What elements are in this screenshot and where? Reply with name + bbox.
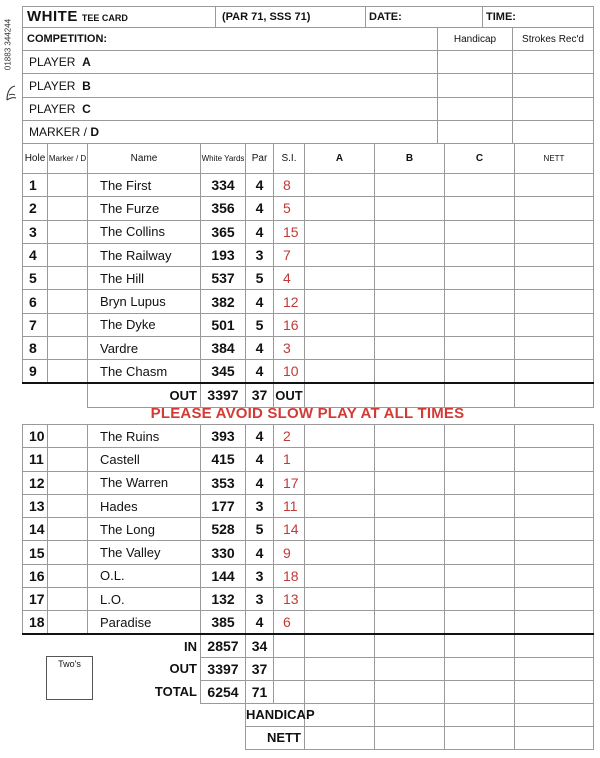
marker-score-cell[interactable]: [48, 611, 88, 634]
nett-score-cell[interactable]: [515, 611, 594, 634]
hole-stroke-index: 6: [274, 611, 305, 634]
marker-score-cell[interactable]: [48, 290, 88, 313]
in-yards: 2857: [201, 634, 246, 657]
player-b-score-cell[interactable]: [375, 337, 445, 360]
hole-par: 3: [246, 564, 274, 587]
hole-number: 11: [23, 448, 48, 471]
out-total-par: 37: [246, 657, 274, 680]
marker-score-cell[interactable]: [48, 518, 88, 541]
out-score-b[interactable]: [375, 383, 445, 407]
hole-row: [23, 494, 594, 517]
in-row: [23, 634, 594, 657]
nett-score-cell[interactable]: [515, 425, 594, 448]
hole-par: 3: [246, 243, 274, 266]
player-a-score-cell[interactable]: [305, 174, 375, 197]
hole-stroke-index: 10: [274, 360, 305, 383]
hole-name: The Hill: [88, 267, 201, 290]
player-section: [22, 27, 594, 144]
hole-par: 3: [246, 494, 274, 517]
out-total-a[interactable]: [305, 657, 375, 680]
hole-name: The Chasm: [88, 360, 201, 383]
hole-name: The Collins: [88, 220, 201, 243]
hole-stroke-index: 16: [274, 313, 305, 336]
hole-name: The First: [88, 174, 201, 197]
hole-yards: 393: [201, 425, 246, 448]
hole-number: 17: [23, 588, 48, 611]
hole-stroke-index: 11: [274, 494, 305, 517]
hole-name: The Furze: [88, 197, 201, 220]
marker-score-cell[interactable]: [48, 541, 88, 564]
player-b-score-cell[interactable]: [375, 313, 445, 336]
nett-score-cell[interactable]: [515, 174, 594, 197]
hole-par: 4: [246, 174, 274, 197]
player-c-score-cell[interactable]: [445, 541, 515, 564]
hole-par: 5: [246, 313, 274, 336]
marker-strokes[interactable]: [513, 121, 594, 144]
hole-par: 4: [246, 448, 274, 471]
player-a-handicap[interactable]: [438, 51, 513, 74]
in-score-c[interactable]: [445, 634, 515, 657]
column-header-row: [23, 144, 594, 174]
hole-number: 1: [23, 174, 48, 197]
nett-score-cell[interactable]: [515, 220, 594, 243]
hole-number: 14: [23, 518, 48, 541]
hole-row: [23, 220, 594, 243]
player-c-score-cell[interactable]: [445, 290, 515, 313]
hole-stroke-index: 15: [274, 220, 305, 243]
hole-name: The Warren: [88, 471, 201, 494]
hole-stroke-index: 2: [274, 425, 305, 448]
hole-par: 4: [246, 360, 274, 383]
hole-row: [23, 267, 594, 290]
hole-yards: 365: [201, 220, 246, 243]
col-player-c: C: [445, 144, 515, 174]
nett-label: NETT: [246, 726, 305, 749]
strokes-received-header: Strokes Rec'd: [513, 28, 594, 51]
nett-score-cell[interactable]: [515, 360, 594, 383]
hole-yards: 330: [201, 541, 246, 564]
handicap-header: Handicap: [438, 28, 513, 51]
in-score-a[interactable]: [305, 634, 375, 657]
hole-stroke-index: 7: [274, 243, 305, 266]
player-c-score-cell[interactable]: [445, 220, 515, 243]
hole-name: Paradise: [88, 611, 201, 634]
out-score-nett[interactable]: [515, 383, 594, 407]
hole-par: 4: [246, 541, 274, 564]
hole-number: 18: [23, 611, 48, 634]
hole-row: [23, 448, 594, 471]
time-field[interactable]: TIME:: [483, 7, 594, 28]
col-player-b: B: [375, 144, 445, 174]
player-b-score-cell[interactable]: [375, 174, 445, 197]
player-b-score-cell[interactable]: [375, 611, 445, 634]
player-a-score-cell[interactable]: [305, 611, 375, 634]
card-header: [22, 6, 594, 28]
handicap-c[interactable]: [445, 703, 515, 726]
out-score-c[interactable]: [445, 383, 515, 407]
player-c-score-cell[interactable]: [445, 564, 515, 587]
out-total-b[interactable]: [375, 657, 445, 680]
player-c-score-cell[interactable]: [445, 425, 515, 448]
hole-number: 2: [23, 197, 48, 220]
hole-par: 4: [246, 337, 274, 360]
marker-score-cell[interactable]: [48, 425, 88, 448]
player-a-score-cell[interactable]: [305, 564, 375, 587]
player-c-score-cell[interactable]: [445, 243, 515, 266]
hole-yards: 334: [201, 174, 246, 197]
handicap-a[interactable]: [305, 703, 375, 726]
player-c-strokes[interactable]: [513, 98, 594, 121]
player-b-score-cell[interactable]: [375, 360, 445, 383]
player-a-field[interactable]: PLAYER A: [23, 51, 438, 74]
hole-yards: 144: [201, 564, 246, 587]
hole-stroke-index: 8: [274, 174, 305, 197]
hole-name: Hades: [88, 494, 201, 517]
nett-score-cell[interactable]: [515, 290, 594, 313]
player-c-score-cell[interactable]: [445, 267, 515, 290]
marker-score-cell[interactable]: [48, 197, 88, 220]
hole-row: [23, 588, 594, 611]
player-a-score-cell[interactable]: [305, 243, 375, 266]
nett-row: [23, 726, 594, 749]
hole-stroke-index: 3: [274, 337, 305, 360]
player-b-score-cell[interactable]: [375, 425, 445, 448]
hole-yards: 353: [201, 471, 246, 494]
total-row: [23, 680, 594, 703]
hole-stroke-index: 9: [274, 541, 305, 564]
player-a-score-cell[interactable]: [305, 425, 375, 448]
hole-stroke-index: 12: [274, 290, 305, 313]
hole-par: 4: [246, 197, 274, 220]
player-b-handicap[interactable]: [438, 74, 513, 98]
player-a-score-cell[interactable]: [305, 267, 375, 290]
marker-score-cell[interactable]: [48, 267, 88, 290]
hole-yards: 501: [201, 313, 246, 336]
marker-score-cell[interactable]: [48, 588, 88, 611]
out-row: [23, 383, 594, 407]
player-b-score-cell[interactable]: [375, 494, 445, 517]
player-c-score-cell[interactable]: [445, 518, 515, 541]
col-name: Name: [88, 144, 201, 174]
hole-name: Castell: [88, 448, 201, 471]
in-label: IN: [88, 634, 201, 657]
hole-row: [23, 197, 594, 220]
marker-score-cell[interactable]: [48, 471, 88, 494]
player-a-strokes[interactable]: [513, 51, 594, 74]
out-yards: 3397: [201, 383, 246, 407]
player-b-score-cell[interactable]: [375, 518, 445, 541]
nett-c[interactable]: [445, 726, 515, 749]
front-nine-table: [22, 143, 594, 408]
player-a-score-cell[interactable]: [305, 337, 375, 360]
competition-field[interactable]: COMPETITION:: [23, 28, 438, 51]
twos-box[interactable]: [46, 656, 93, 700]
total-label: TOTAL: [154, 684, 197, 700]
marker-handicap[interactable]: [438, 121, 513, 144]
hole-yards: 384: [201, 337, 246, 360]
out-par: 37: [246, 383, 274, 407]
player-b-score-cell[interactable]: [375, 471, 445, 494]
hole-yards: 356: [201, 197, 246, 220]
marker-score-cell[interactable]: [48, 337, 88, 360]
hole-number: 7: [23, 313, 48, 336]
hole-yards: 132: [201, 588, 246, 611]
marker-score-cell[interactable]: [48, 220, 88, 243]
nett-a[interactable]: [305, 726, 375, 749]
nett-score-cell[interactable]: [515, 518, 594, 541]
player-b-score-cell[interactable]: [375, 588, 445, 611]
back-nine-table: [22, 424, 594, 750]
nett-score-cell[interactable]: [515, 243, 594, 266]
out-total-yards: 3397: [201, 657, 246, 680]
hole-par: 4: [246, 290, 274, 313]
hole-number: 5: [23, 267, 48, 290]
out-total-label: OUT: [169, 661, 197, 677]
nett-score-cell[interactable]: [515, 313, 594, 336]
marker-score-cell[interactable]: [48, 243, 88, 266]
nett-score-cell[interactable]: [515, 564, 594, 587]
player-c-score-cell[interactable]: [445, 313, 515, 336]
hole-row: [23, 313, 594, 336]
hole-stroke-index: 18: [274, 564, 305, 587]
col-hole: Hole: [23, 144, 48, 174]
player-a-score-cell[interactable]: [305, 541, 375, 564]
scorecard: [22, 6, 593, 754]
player-b-score-cell[interactable]: [375, 220, 445, 243]
player-c-score-cell[interactable]: [445, 174, 515, 197]
player-c-handicap[interactable]: [438, 98, 513, 121]
hole-par: 4: [246, 425, 274, 448]
out-total-row: [23, 657, 594, 680]
marker-field[interactable]: MARKER / D: [23, 121, 438, 144]
nett-score-cell[interactable]: [515, 197, 594, 220]
hole-yards: 345: [201, 360, 246, 383]
col-nett: NETT: [515, 144, 594, 174]
hole-number: 4: [23, 243, 48, 266]
hole-name: The Railway: [88, 243, 201, 266]
hole-name: The Long: [88, 518, 201, 541]
player-b-score-cell[interactable]: [375, 267, 445, 290]
marker-score-cell[interactable]: [48, 313, 88, 336]
hole-yards: 177: [201, 494, 246, 517]
player-a-score-cell[interactable]: [305, 471, 375, 494]
hole-number: 10: [23, 425, 48, 448]
twos-label: Two's: [58, 659, 81, 669]
player-c-score-cell[interactable]: [445, 448, 515, 471]
col-player-a: A: [305, 144, 375, 174]
marker-score-cell[interactable]: [48, 174, 88, 197]
player-c-field[interactable]: PLAYER C: [23, 98, 438, 121]
hole-row: [23, 425, 594, 448]
hole-number: 6: [23, 290, 48, 313]
player-a-score-cell[interactable]: [305, 494, 375, 517]
player-b-score-cell[interactable]: [375, 564, 445, 587]
handicap-label: HANDICAP: [246, 703, 305, 726]
nett-score-cell[interactable]: [515, 588, 594, 611]
player-a-score-cell[interactable]: [305, 448, 375, 471]
nett-score-cell[interactable]: [515, 267, 594, 290]
in-score-b[interactable]: [375, 634, 445, 657]
player-c-score-cell[interactable]: [445, 494, 515, 517]
hole-row: [23, 243, 594, 266]
hole-number: 3: [23, 220, 48, 243]
nett-score-cell[interactable]: [515, 494, 594, 517]
hole-name: The Ruins: [88, 425, 201, 448]
nett-nett[interactable]: [515, 726, 594, 749]
player-b-field[interactable]: PLAYER B: [23, 74, 438, 98]
player-c-score-cell[interactable]: [445, 611, 515, 634]
hole-stroke-index: 5: [274, 197, 305, 220]
player-b-score-cell[interactable]: [375, 243, 445, 266]
nett-score-cell[interactable]: [515, 448, 594, 471]
total-yards: 6254: [201, 680, 246, 703]
hole-row: [23, 611, 594, 634]
player-a-score-cell[interactable]: [305, 197, 375, 220]
total-b[interactable]: [375, 680, 445, 703]
hole-yards: 415: [201, 448, 246, 471]
hole-par: 5: [246, 267, 274, 290]
hole-name: O.L.: [88, 564, 201, 587]
hole-yards: 385: [201, 611, 246, 634]
hole-name: L.O.: [88, 588, 201, 611]
col-yards: White Yards: [201, 144, 246, 174]
back-nine-body: [23, 425, 594, 635]
player-a-score-cell[interactable]: [305, 290, 375, 313]
hole-par: 4: [246, 220, 274, 243]
in-score-nett[interactable]: [515, 634, 594, 657]
hole-yards: 382: [201, 290, 246, 313]
player-b-score-cell[interactable]: [375, 448, 445, 471]
player-c-score-cell[interactable]: [445, 360, 515, 383]
hole-row: [23, 564, 594, 587]
side-strip: [0, 0, 22, 758]
total-nett[interactable]: [515, 680, 594, 703]
hole-number: 16: [23, 564, 48, 587]
marker-score-cell[interactable]: [48, 360, 88, 383]
hole-name: The Dyke: [88, 313, 201, 336]
player-b-score-cell[interactable]: [375, 541, 445, 564]
par-sss: (PAR 71, SSS 71): [216, 7, 366, 28]
hole-name: Bryn Lupus: [88, 290, 201, 313]
hole-row: [23, 471, 594, 494]
club-logo-icon: [4, 84, 18, 102]
hole-name: Vardre: [88, 337, 201, 360]
hole-stroke-index: 13: [274, 588, 305, 611]
hole-stroke-index: 4: [274, 267, 305, 290]
handicap-b[interactable]: [375, 703, 445, 726]
hole-row: [23, 337, 594, 360]
hole-row: [23, 360, 594, 383]
player-c-score-cell[interactable]: [445, 197, 515, 220]
player-a-score-cell[interactable]: [305, 220, 375, 243]
hole-row: [23, 290, 594, 313]
marker-score-cell[interactable]: [48, 564, 88, 587]
nett-score-cell[interactable]: [515, 541, 594, 564]
total-a[interactable]: [305, 680, 375, 703]
player-c-score-cell[interactable]: [445, 471, 515, 494]
front-nine-body: [23, 174, 594, 384]
handicap-nett[interactable]: [515, 703, 594, 726]
player-a-score-cell[interactable]: [305, 518, 375, 541]
col-marker: Marker / D: [48, 144, 88, 174]
hole-row: [23, 541, 594, 564]
col-si: S.I.: [274, 144, 305, 174]
out-score-a[interactable]: [305, 383, 375, 407]
hole-par: 3: [246, 588, 274, 611]
hole-par: 4: [246, 471, 274, 494]
hole-stroke-index: 14: [274, 518, 305, 541]
player-c-score-cell[interactable]: [445, 588, 515, 611]
handicap-row: [23, 703, 594, 726]
player-a-score-cell[interactable]: [305, 313, 375, 336]
date-field[interactable]: DATE:: [366, 7, 483, 28]
out-total-c[interactable]: [445, 657, 515, 680]
out-label: OUT: [88, 383, 201, 407]
hole-row: [23, 518, 594, 541]
nett-b[interactable]: [375, 726, 445, 749]
player-b-strokes[interactable]: [513, 74, 594, 98]
hole-yards: 537: [201, 267, 246, 290]
total-c[interactable]: [445, 680, 515, 703]
hole-number: 8: [23, 337, 48, 360]
hole-yards: 193: [201, 243, 246, 266]
player-c-score-cell[interactable]: [445, 337, 515, 360]
card-title: [23, 7, 216, 28]
player-a-score-cell[interactable]: [305, 360, 375, 383]
marker-score-cell[interactable]: [48, 448, 88, 471]
hole-row: [23, 174, 594, 197]
hole-par: 4: [246, 611, 274, 634]
hole-number: 13: [23, 494, 48, 517]
nett-score-cell[interactable]: [515, 471, 594, 494]
marker-score-cell[interactable]: [48, 494, 88, 517]
in-par: 34: [246, 634, 274, 657]
club-phone-number: 01883 344244: [3, 18, 13, 71]
total-par: 71: [246, 680, 274, 703]
hole-stroke-index: 1: [274, 448, 305, 471]
tee-colour-title: WHITE: [27, 8, 78, 25]
player-b-score-cell[interactable]: [375, 197, 445, 220]
hole-name: The Valley: [88, 541, 201, 564]
slow-play-notice: PLEASE AVOID SLOW PLAY AT ALL TIMES: [150, 405, 465, 422]
hole-number: 12: [23, 471, 48, 494]
col-par: Par: [246, 144, 274, 174]
player-b-score-cell[interactable]: [375, 290, 445, 313]
tee-card-label: TEE CARD: [81, 13, 128, 23]
player-a-score-cell[interactable]: [305, 588, 375, 611]
hole-number: 9: [23, 360, 48, 383]
out-total-nett[interactable]: [515, 657, 594, 680]
hole-yards: 528: [201, 518, 246, 541]
out-si-label: OUT: [274, 383, 305, 407]
nett-score-cell[interactable]: [515, 337, 594, 360]
hole-number: 15: [23, 541, 48, 564]
hole-stroke-index: 17: [274, 471, 305, 494]
hole-par: 5: [246, 518, 274, 541]
